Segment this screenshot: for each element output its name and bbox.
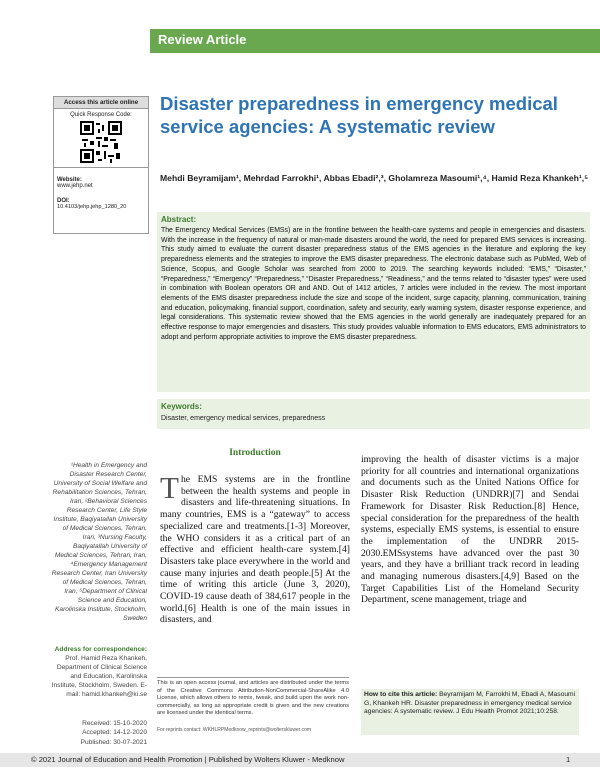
date-received: Received: 15-10-2020	[82, 720, 147, 727]
page-footer	[0, 753, 600, 767]
affiliations: ¹Health in Emergency and Disaster Research Center, University of Social Welfare and Rehabilitation Sciences, Tehran, Iran, ²Behavioral Sciences Research Center, Life Style Institute, Baqiyatallah University of Medical Sciences, Tehran, Iran, ³Nursing Faculty, Baqiyatallah University of Medical Sciences, Tehran, Iran, ⁴Emergency Management Research Center, Iran University of Medical Sciences, Tehran, Iran, ⁵Department of Clinical Science and Education, Karolinska Institute, Stockholm, Sweden	[51, 462, 147, 622]
author-list: Mehdi Beyramijam¹, Mehrdad Farrokhi¹, Abbas Ebadi²,³, Gholamreza Masoumi¹,⁴, Hamid Reza Khankeh¹,⁵	[160, 173, 589, 183]
article-title: Disaster preparedness in emergency medical service agencies: A systematic review	[160, 93, 558, 137]
abstract-text: The Emergency Medical Services (EMSs) are in the frontline between the health-care systems and people in emergencies and disasters. With the increase in the frequency of natural or man-made disasters around the world, the need for prepared EMS services is increasing. This study aimed to evaluate the current disaster preparedness status of the EMS agencies in the literature and exploring the key preparedness elements and the strategies to improve the EMS disaster preparedness. The electronic database such as PubMed, Web of Science, Scopus, and Google Scholar was searched from 2000 to 2019. The searching keywords included: “EMS,” “Disaster,” “Preparedness,” “Emergency” “Preparedness,” “Disaster Preparedness,” “Readiness,” and the terms related to “disaster types” were used in combination with Boolean operators OR and AND. Out of 1412 articles, 7 articles were included in the review. The most important elements of the EMS disaster preparedness include the size and scope of the incident, surge capacity, planning, communication, training and education, policymaking, financial support, coordination, safety and security, early warning system, disaster response experience, and legal considerations. This systematic review showed that the EMS agencies in the world generally are inadequately prepared for an effective response to major emergencies and disasters. This study provides valuable information to EMS educators, EMS administrators to adopt and perform appropriate activities to improve the EMS disaster preparedness.	[161, 227, 586, 341]
footer-text: © 2021 Journal of Education and Health Promotion | Published by Wolters Kluwer - Medknow	[31, 755, 345, 764]
intro-col1-text: he EMS systems are in the frontline between the health systems and people in disasters and life-threatening situations. In many countries, EMS is a “gateway” to access specialized care and treatments.[1-3] Moreover, the WHO considers it as a critical part of an effective and efficient health-care system.[4] Disasters take place everywhere in the world and cause many injuries and death people.[5] At the time of writing this article (June 3, 2020), COVID-19 cause death of 384,617 people in the world.[6] Health is one of the main issues in disasters, and	[160, 474, 350, 626]
citation-label: How to cite this article:	[364, 691, 438, 698]
reprints-contact: For reprints contact: WKHLRPMedknow_reprints@wolterskluwer.com	[157, 727, 312, 733]
abstract-label: Abstract:	[161, 215, 197, 224]
doi-link[interactable]: 10.4103/jehp.jehp_1280_20	[57, 204, 127, 210]
intro-heading: Introduction	[229, 448, 281, 458]
date-published: Published: 30-07-2021	[80, 738, 147, 746]
license-note: This is an open access journal, and articles are distributed under the terms of the Creative Commons Attribution-NonCommercial-ShareAlike 4.0 License, which allows others to remix, tweak, and build upon the work non-commercially, as long as appropriate credit is given and the new creations are licensed under the identical terms.	[157, 677, 349, 718]
keywords-label: Keywords:	[161, 402, 202, 411]
keywords-box	[157, 399, 590, 429]
qr-label: Quick Response Code:	[70, 112, 132, 118]
date-accepted: Accepted: 14-12-2020	[82, 729, 147, 737]
access-heading: Access this article online	[54, 97, 148, 109]
intro-column-2: improving the health of disaster victims is a major priority for all countries and international organizations and documents such as the United Nations Office for Disaster Risk Reduction (UNDRR)[7] and Sendai Framework for Disaster Risk Reduction.[8] Hence, special consideration for the preparedness of the health systems, especially EMS systems, is essential to ensure the implementation of the UNDRR 2015-2030.EMSsystems have advanced over the past 30 years, and they have a brilliant track record in leading and managing numerous disasters.[4,9] Based on the Target Capabilities List of the Homeland Security Department, scene management, triage and	[361, 454, 579, 606]
page-number: 1	[566, 755, 571, 764]
section-banner	[150, 29, 600, 53]
intro-column-1	[160, 470, 350, 626]
website-label: Website:	[57, 177, 82, 183]
drop-cap: T	[160, 470, 179, 505]
abstract-box	[157, 212, 590, 392]
qr-code-icon	[80, 121, 122, 163]
website-link[interactable]: www.jehp.net	[57, 183, 93, 189]
citation-box	[361, 689, 579, 735]
citation-text: Beyramijam M, Farrokhi M, Ebadi A, Masoumi G, Khankeh HR. Disaster preparedness in emergency medical service agencies: A systematic review. J Edu Health Promot 2021;10:258.	[364, 691, 576, 715]
access-box	[53, 96, 149, 234]
correspondence-text: Prof. Hamid Reza Khankeh, Department of Clinical Science and Education, Karolinska Institute, Stockholm, Sweden. E-mail: hamid.khankeh@ki.se	[51, 655, 147, 698]
keywords-text: Disaster, emergency medical services, preparedness	[161, 415, 326, 422]
article-dates	[50, 719, 147, 747]
doi-label: DOI:	[57, 198, 70, 204]
correspondence	[50, 645, 147, 699]
section-label: Review Article	[158, 32, 247, 47]
correspondence-label: Address for correspondence:	[54, 646, 147, 653]
